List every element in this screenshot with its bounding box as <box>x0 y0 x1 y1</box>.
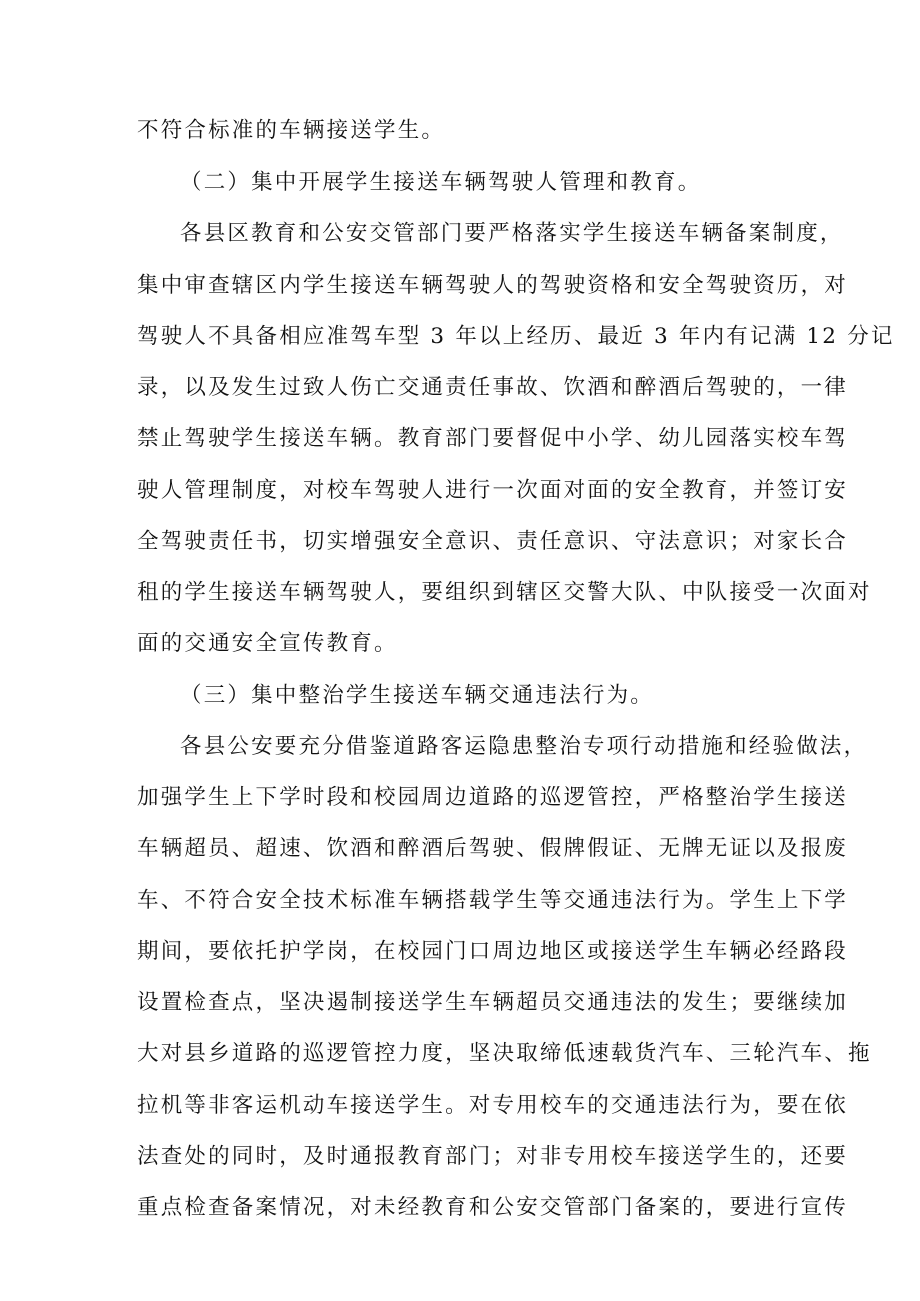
text-line: 加强学生上下学时段和校园周边道路的巡逻管控，严格整治学生接送 <box>137 785 849 810</box>
text-line: 拉机等非客运机动车接送学生。对专用校车的交通违法行为，要在依 <box>137 1093 849 1118</box>
text-line: 驶人管理制度，对校车驾驶人进行一次面对面的安全教育，并签订安 <box>137 478 849 503</box>
text-line: 法查处的同时，及时通报教育部门；对非专用校车接送学生的，还要 <box>137 1144 849 1169</box>
text-line: 车辆超员、超速、饮酒和醉酒后驾驶、假牌假证、无牌无证以及报废 <box>137 836 849 861</box>
text-line: 驾驶人不具备相应准驾车型 3 年以上经历、最近 3 年内有记满 12 分记 <box>137 324 895 349</box>
text-line: 各县区教育和公安交管部门要严格落实学生接送车辆备案制度， <box>180 221 844 246</box>
text-line: 集中审查辖区内学生接送车辆驾驶人的驾驶资格和安全驾驶资历，对 <box>137 273 849 298</box>
text-line: 设置检查点，坚决遏制接送学生车辆超员交通违法的发生；要继续加 <box>137 990 849 1015</box>
section-heading-3: （三）集中整治学生接送车辆交通违法行为。 <box>180 683 655 708</box>
text-line: 不符合标准的车辆接送学生。 <box>137 118 446 143</box>
text-line: 面的交通安全宣传教育。 <box>137 631 398 656</box>
text-line: 重点检查备案情况，对未经教育和公安交管部门备案的，要进行宣传 <box>137 1195 849 1220</box>
text-line: 期间，要依托护学岗，在校园门口周边地区或接送学生车辆必经路段 <box>137 939 849 964</box>
text-line: 车、不符合安全技术标准车辆搭载学生等交通违法行为。学生上下学 <box>137 888 849 913</box>
text-line: 各县公安要充分借鉴道路客运隐患整治专项行动措施和经验做法， <box>180 734 868 759</box>
text-line: 禁止驾驶学生接送车辆。教育部门要督促中小学、幼儿园落实校车驾 <box>137 426 849 451</box>
text-line: 录，以及发生过致人伤亡交通责任事故、饮酒和醉酒后驾驶的，一律 <box>137 375 849 400</box>
text-line: 全驾驶责任书，切实增强安全意识、责任意识、守法意识；对家长合 <box>137 529 849 554</box>
section-heading-2: （二）集中开展学生接送车辆驾驶人管理和教育。 <box>180 170 702 195</box>
text-line: 大对县乡道路的巡逻管控力度，坚决取缔低速载货汽车、三轮汽车、拖 <box>137 1041 872 1066</box>
text-line: 租的学生接送车辆驾驶人，要组织到辖区交警大队、中队接受一次面对 <box>137 580 872 605</box>
